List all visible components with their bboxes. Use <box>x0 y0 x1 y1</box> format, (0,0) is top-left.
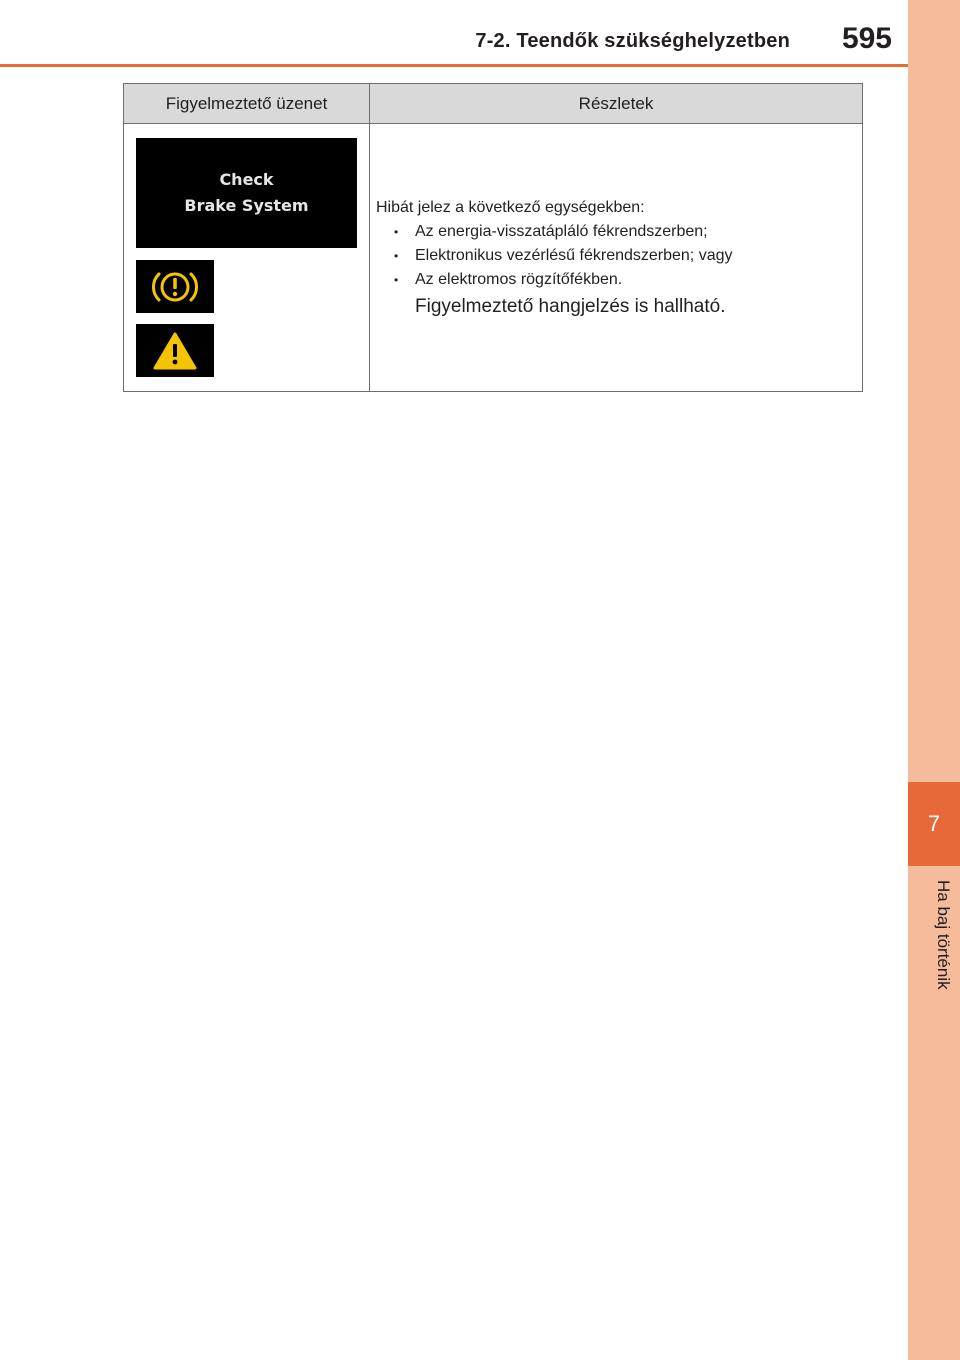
details-list <box>376 220 852 292</box>
table-header-row <box>124 84 863 124</box>
chapter-label: Ha baj történik <box>934 880 953 990</box>
warning-message-table <box>123 83 863 392</box>
details-note: Figyelmeztető hangjelzés is hallható. <box>415 295 726 317</box>
brake-warning-icon <box>136 260 214 313</box>
display-line-1: Check <box>219 170 274 189</box>
display-line-2: Brake System <box>184 196 309 215</box>
side-strip <box>908 0 960 1360</box>
table-row <box>124 124 863 392</box>
chapter-number-tab <box>908 782 960 866</box>
details-intro: Hibát jelez a következő egységekben: <box>376 198 645 216</box>
check-brake-system-display <box>136 138 357 248</box>
master-warning-icon <box>136 324 214 377</box>
list-item: • Elektronikus vezérlésű fékrendszerben; vagy <box>376 244 852 268</box>
header-title: 7-2. Teendők szükséghelyzetben <box>475 30 790 52</box>
header-warning-message: Figyelmeztető üzenet <box>124 84 370 124</box>
header-rule <box>0 64 908 67</box>
list-item: • Az elektromos rögzítőfékben. <box>376 268 852 292</box>
header-details: Részletek <box>370 84 863 124</box>
list-item: • Az energia-visszatápláló fékrendszerben; <box>376 220 852 244</box>
details-cell <box>370 124 863 392</box>
page-number: 595 <box>841 22 892 55</box>
warning-indicators-cell <box>124 124 370 392</box>
chapter-number: 7 <box>927 811 941 836</box>
